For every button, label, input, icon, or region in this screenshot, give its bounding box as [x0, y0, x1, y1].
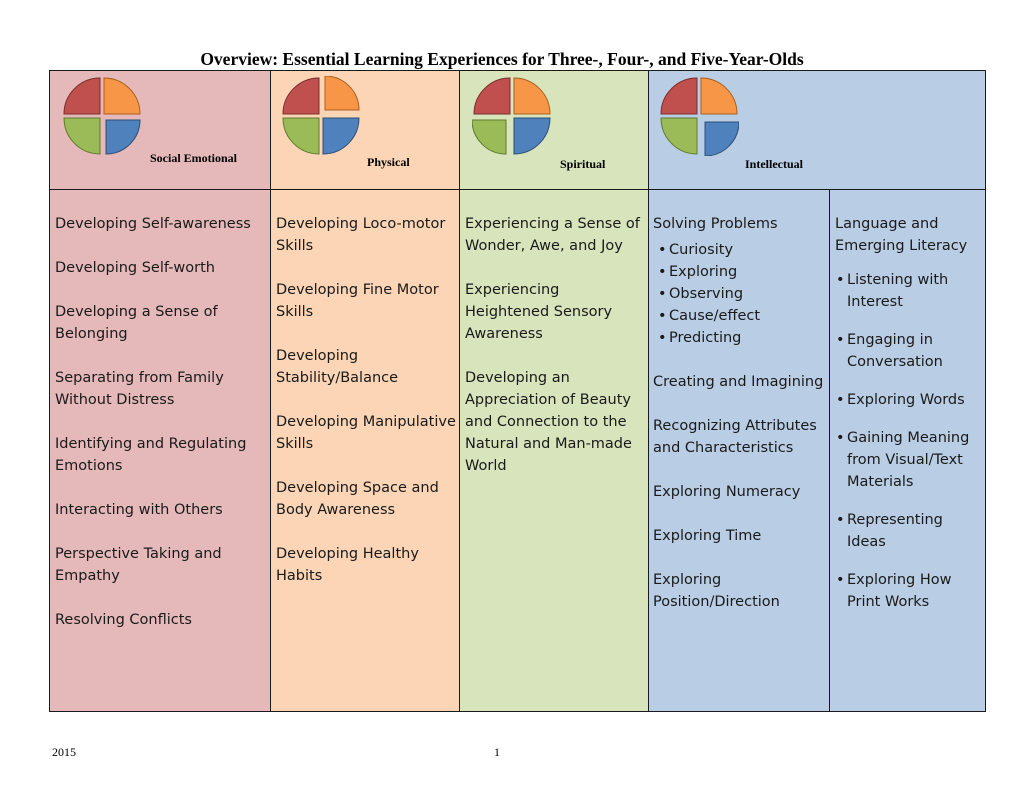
learning-domains-pie-icon [62, 76, 142, 156]
list-item: Perspective Taking and Empathy [55, 546, 222, 584]
column-header-intellectual: Intellectual [745, 157, 803, 171]
intellectual-left-list [653, 213, 829, 635]
list-item: Experiencing Heightened Sensory Awareness [465, 282, 613, 342]
list-item: Developing Loco-motor Skills [276, 216, 446, 254]
learning-domains-pie-icon [472, 76, 552, 156]
list-item: Developing Manipulative Skills [276, 414, 456, 452]
social-emotional-list [55, 213, 268, 653]
sub-item: • Gaining Meaning from Visual/Text Materials [835, 427, 981, 493]
header-divider [649, 189, 985, 190]
list-item: Separating from Family Without Distress [55, 370, 224, 408]
list-item: Developing Self-worth [55, 260, 215, 276]
solving-problems-sublist [657, 239, 829, 349]
sub-item: • Cause/effect [657, 305, 829, 327]
sub-item: • Observing [657, 283, 829, 305]
column-social-emotional [49, 70, 271, 712]
column-spiritual [459, 70, 649, 712]
column-header-physical: Physical [367, 155, 410, 169]
list-item: Resolving Conflicts [55, 612, 192, 628]
sub-item: • Exploring [657, 261, 829, 283]
spiritual-list [465, 213, 646, 499]
list-item: Developing Fine Motor Skills [276, 282, 439, 320]
header-divider [460, 189, 648, 190]
page-number: 1 [494, 745, 500, 759]
list-item: Developing Stability/Balance [276, 348, 399, 386]
column-intellectual [648, 70, 986, 712]
list-item: Solving Problems [653, 216, 778, 232]
sub-item: • Predicting [657, 327, 829, 349]
list-item: Interacting with Others [55, 502, 223, 518]
list-item: Developing an Appreciation of Beauty and Connection to the Natural and Man-made World [465, 370, 632, 474]
sub-item: • Exploring Words [835, 389, 981, 411]
physical-list [276, 213, 457, 609]
list-item: Recognizing Attributes and Characteristics [653, 418, 817, 456]
learning-domains-pie-icon [659, 76, 739, 156]
column-physical [270, 70, 460, 712]
intellectual-subdivider [829, 189, 830, 711]
column-header-spiritual: Spiritual [560, 157, 606, 171]
list-item: Exploring Time [653, 528, 762, 544]
list-item: Developing Space and Body Awareness [276, 480, 439, 518]
list-item: Exploring Position/Direction [653, 572, 780, 610]
sub-item: • Exploring How Print Works [835, 569, 981, 613]
sub-item: • Curiosity [657, 239, 829, 261]
language-literacy-sublist [835, 269, 981, 613]
list-item: Developing a Sense of Belonging [55, 304, 218, 342]
list-item: Creating and Imagining [653, 374, 824, 390]
intellectual-right-list [835, 213, 981, 629]
sub-item: • Representing Ideas [835, 509, 981, 553]
header-divider [50, 189, 270, 190]
column-header-social-emotional: Social Emotional [150, 151, 238, 165]
header-divider [271, 189, 459, 190]
list-item: Experiencing a Sense of Wonder, Awe, and Joy [465, 216, 640, 254]
list-item: Language and Emerging Literacy [835, 216, 968, 254]
page-title: Overview: Essential Learning Experiences for Three-, Four-, and Five-Year-Olds [200, 49, 804, 69]
sub-item: • Engaging in Conversation [835, 329, 981, 373]
footer-year: 2015 [52, 745, 76, 759]
sub-item: • Listening with Interest [835, 269, 981, 313]
list-item: Developing Self-awareness [55, 216, 251, 232]
list-item: Identifying and Regulating Emotions [55, 436, 247, 474]
list-item: Exploring Numeracy [653, 484, 801, 500]
list-item: Developing Healthy Habits [276, 546, 419, 584]
learning-domains-pie-icon [281, 76, 361, 156]
